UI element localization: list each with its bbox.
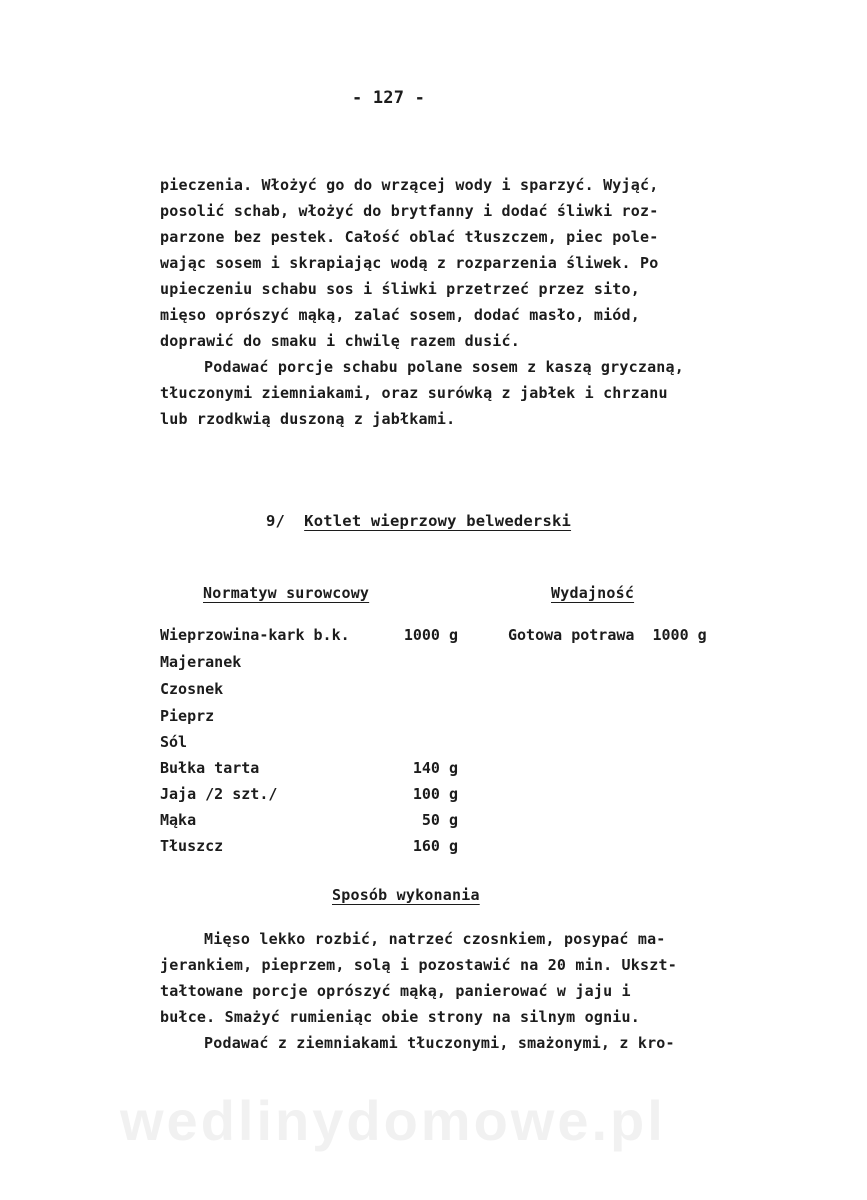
intro-line: pieczenia. Włożyć go do wrzącej wody i sparzyć. Wyjąć, [160,176,659,194]
ingredient-name: Wieprzowina-kark b.k. [160,626,350,644]
page-number: - 127 - [352,88,426,108]
ingredients-header: Normatyw surowcowy [203,584,370,602]
method-line: tałtowane porcje oprószyć mąką, panierować w jaju i [160,982,631,1000]
ingredient-qty: 100 g [412,785,458,803]
yield-header: Wydajność [551,584,635,602]
watermark: wedlinydomowe.pl [120,1089,666,1152]
recipe-heading [266,512,571,530]
ingredient-name: Tłuszcz [160,837,224,855]
ingredient-qty: 160 g [412,837,458,855]
yield-qty: 1000 g [652,626,707,644]
ingredient-name: Czosnek [160,680,224,698]
yield-label [508,626,707,644]
intro-line: upieczeniu schabu sos i śliwki przetrzeć przez sito, [160,280,640,298]
ingredient-name: Sól [160,733,188,751]
yield-label-text: Gotowa potrawa [508,626,635,644]
intro-line: posolić schab, włożyć do brytfanny i dodać śliwki roz- [160,202,659,220]
method-line: Podawać z ziemniakami tłuczonymi, smażonymi, z kro- [204,1034,675,1052]
ingredient-name: Pieprz [160,707,215,725]
intro-line: mięso oprószyć mąką, zalać sosem, dodać masło, miód, [160,306,640,324]
recipe-number: 9/ [266,512,286,530]
ingredient-qty: 1000 g [403,626,458,644]
recipe-title: Kotlet wieprzowy belwederski [304,512,572,530]
intro-line: doprawić do smaku i chwilę razem dusić. [160,332,520,350]
ingredient-name: Bułka tarta [160,759,260,777]
ingredient-name: Majeranek [160,653,242,671]
method-heading: Sposób wykonania [332,886,480,904]
intro-line: Podawać porcje schabu polane sosem z kaszą gryczaną, [204,358,684,376]
ingredient-name: Mąka [160,811,197,829]
method-line: bułce. Smażyć rumieniąc obie strony na silnym ogniu. [160,1008,640,1026]
method-line: jerankiem, pieprzem, solą i pozostawić na 20 min. Ukszt- [160,956,677,974]
method-line: Mięso lekko rozbić, natrzeć czosnkiem, posypać ma- [204,930,666,948]
intro-line: lub rzodkwią duszoną z jabłkami. [160,410,456,428]
intro-line: wając sosem i skrapiając wodą z rozparzenia śliwek. Po [160,254,659,272]
ingredient-name: Jaja /2 szt./ [160,785,278,803]
intro-line: parzone bez pestek. Całość oblać tłuszczem, piec pole- [160,228,659,246]
intro-line: tłuczonymi ziemniakami, oraz surówką z jabłek i chrzanu [160,384,668,402]
ingredient-qty: 140 g [412,759,458,777]
ingredient-qty: 50 g [421,811,458,829]
